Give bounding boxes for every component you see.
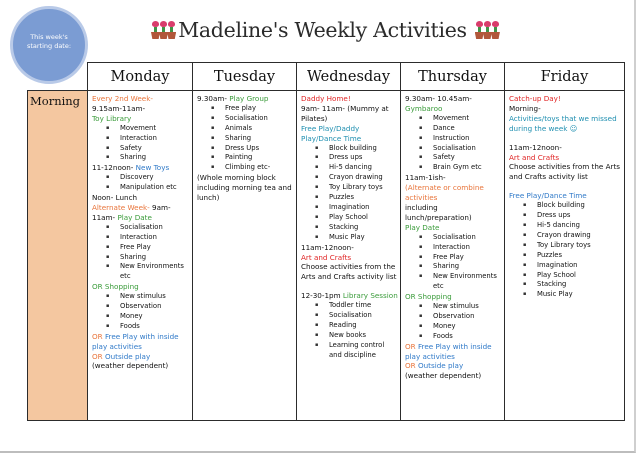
- text-line: 9.15am-11am-: [92, 103, 146, 113]
- list-item: ▪ Block building: [315, 144, 399, 154]
- list-item: ▪ Climbing etc-: [211, 163, 295, 173]
- list-item: ▪ Movement: [419, 114, 503, 124]
- text-line: Art and Crafts: [301, 252, 352, 262]
- text-line: Choose activities from the Arts and Crafts activity list: [509, 162, 621, 182]
- list-item: ▪ Money: [419, 322, 503, 332]
- list-item: ▪ Interaction: [106, 134, 191, 144]
- list-item: ▪ Safety: [106, 144, 191, 154]
- row-label: Morning: [28, 91, 88, 421]
- text-line: Free Play/Dance Time: [509, 191, 587, 201]
- text-line: Daddy Home!: [301, 94, 351, 103]
- list-item: ▪ New Environments etc: [106, 262, 191, 282]
- list-item: ▪ Socialisation: [106, 223, 191, 233]
- list-item: ▪ Manipulation etc: [106, 183, 191, 193]
- text-line: OR Free Play with inside play activities: [405, 341, 492, 361]
- activity-list: [301, 301, 399, 360]
- activity-list: [405, 114, 503, 173]
- list-item: ▪ Socialisation: [419, 144, 503, 154]
- text-line: Gymbaroo: [405, 103, 443, 113]
- list-item: ▪ Observation: [106, 302, 191, 312]
- monday-cell: [88, 91, 193, 421]
- list-item: ▪ Observation: [419, 312, 503, 322]
- text-line: Play Date: [405, 222, 440, 232]
- text-line: Alternate Week- 9am-11am- Play Date: [92, 202, 171, 222]
- list-item: ▪ Foods: [419, 332, 503, 342]
- list-item: ▪ Sharing: [106, 153, 191, 163]
- flower-pot-icon: [474, 20, 479, 40]
- list-item: ▪ Stacking: [523, 280, 623, 290]
- list-item: ▪ New stimulus: [106, 292, 191, 302]
- flower-pot-icon: [482, 20, 487, 40]
- list-item: ▪ Imagination: [315, 203, 399, 213]
- list-item: ▪ Discovery: [106, 173, 191, 183]
- list-item: ▪ Reading: [315, 321, 399, 331]
- activity-list: [301, 144, 399, 243]
- text-line: 9.30am- Play Group: [197, 94, 269, 103]
- list-item: ▪ Socialisation: [315, 311, 399, 321]
- list-item: ▪ Movement: [106, 124, 191, 134]
- activity-list: [405, 302, 503, 342]
- corner-cell: [28, 63, 88, 91]
- flower-pot-icon: [166, 20, 171, 40]
- text-line: (weather dependent): [92, 361, 169, 371]
- flower-pot-icon: [158, 20, 163, 40]
- text-line: 11-12noon- New Toys: [92, 163, 170, 173]
- text-line: 12-30-1pm Library Session: [301, 291, 398, 301]
- flower-pot-icon: [490, 20, 495, 40]
- text-line: Free Play/Daddy Play/Dance Time: [301, 123, 362, 143]
- list-item: ▪ New Environments etc: [419, 272, 503, 292]
- activity-list: [405, 233, 503, 292]
- text-line: Morning-: [509, 103, 541, 113]
- list-item: ▪ Learning control and discipline: [315, 341, 399, 361]
- text-line: (weather dependent): [405, 371, 482, 381]
- list-item: ▪ Socialisation: [211, 114, 295, 124]
- list-item: ▪ Socialisation: [419, 233, 503, 243]
- list-item: ▪ Foods: [106, 322, 191, 332]
- list-item: ▪ Toy Library toys: [523, 241, 623, 251]
- list-item: ▪ Sharing: [419, 262, 503, 272]
- activity-list: [197, 104, 295, 173]
- start-date-label: This week's starting date:: [26, 33, 72, 50]
- text-line: 11am-1ish-: [405, 173, 446, 183]
- list-item: ▪ Hi-5 dancing: [523, 221, 623, 231]
- morning-row: [28, 91, 625, 421]
- text-line: Activities/toys that we missed during the week ☺: [509, 113, 617, 133]
- text-line: OR Outside play: [92, 351, 151, 361]
- list-item: ▪ Stacking: [315, 223, 399, 233]
- text-line: (Alternate or combine activities: [405, 183, 484, 203]
- list-item: ▪ Free Play: [419, 253, 503, 263]
- list-item: ▪ Puzzles: [315, 193, 399, 203]
- list-item: ▪ Toy Library toys: [315, 183, 399, 193]
- list-item: ▪ Puzzles: [523, 251, 623, 261]
- list-item: ▪ Hi-5 dancing: [315, 163, 399, 173]
- list-item: ▪ Dress ups: [523, 211, 623, 221]
- list-item: ▪ Interaction: [419, 243, 503, 253]
- text-line: OR Shopping: [405, 292, 452, 302]
- list-item: ▪ New books: [315, 331, 399, 341]
- list-item: ▪ Crayon drawing: [523, 231, 623, 241]
- list-item: ▪ Dress Ups: [211, 144, 295, 154]
- tuesday-cell: [193, 91, 297, 421]
- list-item: ▪ Sharing: [211, 134, 295, 144]
- text-line: OR Free Play with inside play activities: [92, 331, 179, 351]
- day-header: Wednesday: [297, 63, 401, 91]
- text-line: 11am-12noon-: [301, 242, 354, 252]
- list-item: ▪ Free Play: [106, 243, 191, 253]
- schedule-table: [27, 62, 625, 421]
- text-line: Art and Crafts: [509, 152, 560, 162]
- list-item: ▪ New stimulus: [419, 302, 503, 312]
- wednesday-cell: [297, 91, 401, 421]
- activity-list: [92, 124, 191, 164]
- text-line: Catch-up Day!: [509, 94, 561, 103]
- text-line: 9.30am- 10.45am-: [405, 94, 472, 103]
- list-item: ▪ Safety: [419, 153, 503, 163]
- list-item: ▪ Dress ups: [315, 153, 399, 163]
- list-item: ▪ Instruction: [419, 134, 503, 144]
- thursday-cell: [401, 91, 505, 421]
- list-item: ▪ Painting: [211, 153, 295, 163]
- text-line: Every 2nd Week-: [92, 94, 153, 103]
- list-item: ▪ Interaction: [106, 233, 191, 243]
- day-header: Thursday: [401, 63, 505, 91]
- friday-cell: [505, 91, 625, 421]
- day-header: Friday: [505, 63, 625, 91]
- list-item: ▪ Crayon drawing: [315, 173, 399, 183]
- text-line: 11am-12noon-: [509, 142, 562, 152]
- list-item: ▪ Sharing: [106, 253, 191, 263]
- list-item: ▪ Play School: [523, 271, 623, 281]
- activity-list: [92, 292, 191, 332]
- page-title: Madeline's Weekly Activities: [178, 18, 467, 42]
- day-header: Monday: [88, 63, 193, 91]
- title-row: [150, 10, 495, 50]
- activity-list: [92, 223, 191, 282]
- list-item: ▪ Play School: [315, 213, 399, 223]
- list-item: ▪ Free play: [211, 104, 295, 114]
- text-line: OR Shopping: [92, 282, 139, 292]
- list-item: ▪ Money: [106, 312, 191, 322]
- list-item: ▪ Block building: [523, 201, 623, 211]
- text-line: including lunch/preparation): [405, 202, 472, 222]
- list-item: ▪ Music Play: [315, 233, 399, 243]
- list-item: ▪ Music Play: [523, 290, 623, 300]
- activity-list: [92, 173, 191, 193]
- text-line: 9am- 11am- (Mummy at Pilates): [301, 103, 389, 123]
- text-line: (Whole morning block including morning tea and lunch): [197, 173, 292, 203]
- text-line: Choose activities from the Arts and Crafts activity list: [301, 262, 397, 282]
- list-item: ▪ Imagination: [523, 261, 623, 271]
- text-line: Toy Library: [92, 113, 132, 123]
- activity-list: [509, 201, 623, 300]
- list-item: ▪ Brain Gym etc: [419, 163, 503, 173]
- day-header: Tuesday: [193, 63, 297, 91]
- list-item: ▪ Dance: [419, 124, 503, 134]
- list-item: ▪ Toddler time: [315, 301, 399, 311]
- text-line: OR Outside play: [405, 361, 464, 371]
- flower-pot-icon: [150, 20, 155, 40]
- list-item: ▪ Animals: [211, 124, 295, 134]
- day-header-row: [28, 63, 625, 91]
- text-line: Noon- Lunch: [92, 193, 138, 203]
